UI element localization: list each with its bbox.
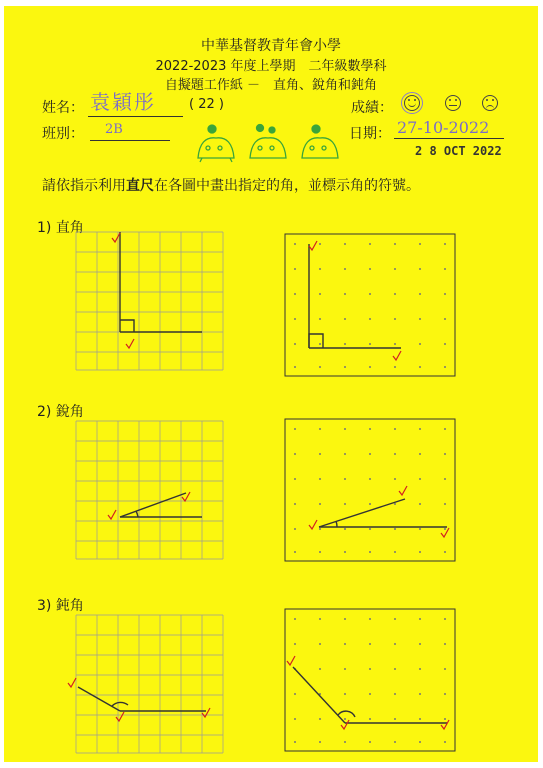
grid-dots	[294, 428, 446, 553]
q2-square-grid	[76, 421, 226, 561]
name-value: 袁穎彤	[90, 90, 156, 114]
class-underline	[90, 140, 170, 141]
date-underline	[394, 138, 504, 139]
date-stamp: 2 8 OCT 2022	[415, 144, 502, 158]
neutral-face-icon	[445, 95, 461, 111]
worksheet-title: 自擬題工作紙 － 直角、銳角和鈍角	[164, 78, 378, 93]
sticker-group	[194, 122, 344, 164]
grid-lines	[76, 421, 223, 559]
question-title: 直角	[55, 220, 84, 236]
question-number: 2)	[37, 404, 52, 420]
sad-face-icon	[482, 95, 498, 111]
q1-dot-grid	[285, 234, 457, 378]
date-handwritten: 27-10-2022	[397, 118, 490, 137]
instruction-pre: 請依指示利用	[42, 178, 126, 194]
question-number: 3)	[37, 598, 52, 614]
question-title: 鈍角	[55, 598, 84, 614]
check-marks	[287, 656, 449, 729]
check-marks	[112, 233, 134, 348]
worksheet-page	[4, 6, 538, 762]
grid-dots	[294, 618, 446, 743]
totoro-sticker-3	[302, 125, 338, 158]
grid-lines	[76, 615, 223, 753]
name-underline	[88, 116, 183, 117]
class-number: ( 22 )	[189, 97, 224, 112]
drawn-acute-angle	[319, 499, 447, 527]
class-label: 班別：	[42, 126, 84, 142]
class-value: 2B	[105, 122, 123, 137]
grid-dots	[294, 243, 446, 368]
name-label: 姓名：	[42, 100, 84, 116]
drawn-right-angle	[309, 244, 401, 348]
q1-square-grid	[76, 232, 226, 372]
grid-lines	[76, 232, 223, 370]
drawn-acute-angle	[120, 493, 202, 517]
instruction-ruler-keyword: 直尺	[126, 178, 154, 194]
grade-label: 成績：	[351, 100, 393, 116]
date-label: 日期：	[349, 126, 391, 142]
question-3-label	[37, 595, 84, 615]
q3-square-grid	[76, 615, 226, 755]
happy-face-icon	[404, 95, 420, 111]
totoro-sticker-1	[198, 125, 234, 162]
totoro-sticker-2	[250, 125, 286, 159]
question-title: 銳角	[55, 404, 84, 420]
q3-dot-grid	[285, 609, 457, 753]
check-marks	[309, 486, 449, 537]
instruction-post: 在各圖中畫出指定的角，並標示角的符號。	[154, 178, 420, 194]
drawn-right-angle	[120, 232, 202, 332]
instruction-text	[42, 175, 420, 195]
question-number: 1)	[37, 220, 52, 236]
school-name: 中華基督教青年會小學	[201, 38, 341, 54]
question-2-label	[37, 401, 84, 421]
q2-dot-grid	[285, 419, 457, 563]
term-line: 2022-2023 年度上學期 二年級數學科	[155, 59, 387, 74]
